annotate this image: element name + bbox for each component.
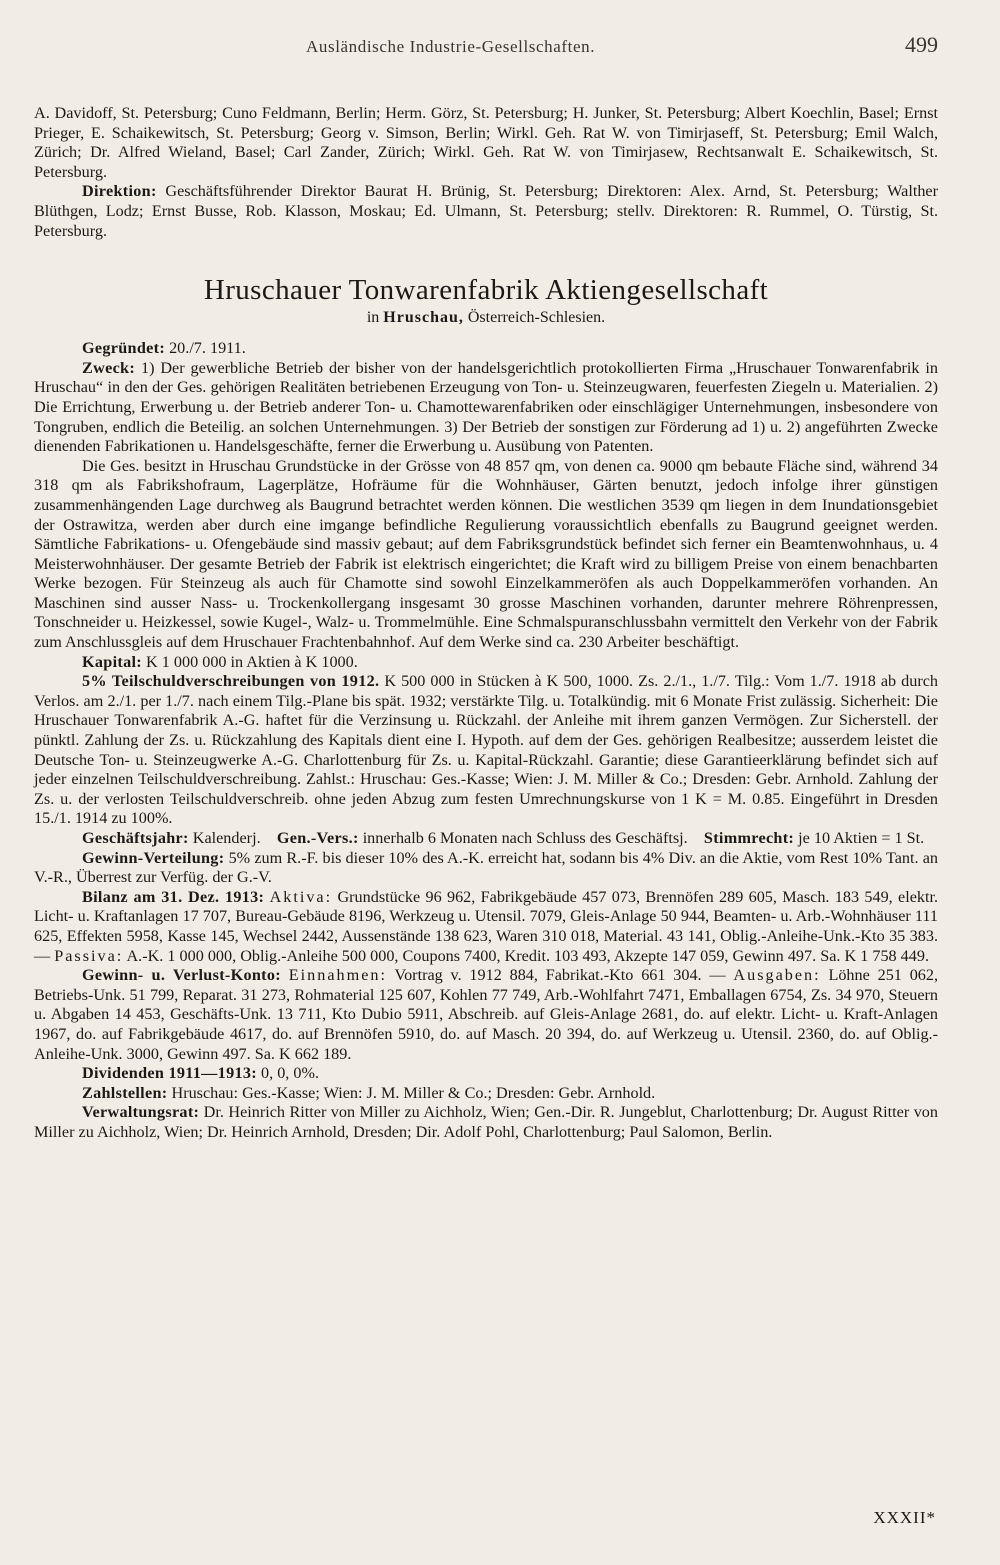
- previous-entry-direktion: Direktion: Geschäftsführender Direktor Baurat H. Brünig, St. Petersburg; Direktoren: Alex. Arnd, St. Petersburg; Walther Blüthgen, Lodz; Ernst Busse, Rob. Klasson, Moskau; Ed. Ulmann, St. Petersburg; stellv. Direktoren: R. Rummel, O. Türstig, St. Petersburg.: [34, 182, 938, 240]
- page-number: 499: [905, 32, 938, 57]
- section-gegruendet: Gegründet: 20./7. 1911.: [82, 339, 246, 358]
- running-head: [34, 32, 938, 66]
- section-geschaeftsjahr: Geschäftsjahr: Kalenderj. Gen.-Vers.: innerhalb 6 Monaten nach Schluss des Geschäftsj. Stimmrecht: je 10 Aktien = 1 St.: [82, 829, 925, 847]
- section-gewinnverteilung: Gewinn-Verteilung: 5% zum R.-F. bis dieser 10% des A.-K. erreicht hat, sodann bis 4% Div. an die Aktie, vom Rest 10% Tant. an V.-R., Überrest zur Verfüg. der G.-V.: [34, 848, 939, 887]
- section-description: Die Ges. besitzt in Hruschau Grundstücke in der Grösse von 48 857 qm, von denen ca. 9000 qm bebaute Fläche sind, während 34 318 qm als Fabrikshofraum, Lagerplätze, Hofräume für die Wohnhäuser, Gärten benutzt, jedoch infolge ihrer günstigen zusammenhängenden Lage durchweg als Baugrund betrachtet werden können. Die westlichen 3539 qm liegen in dem Inundationsgebiet der Ostrawitza, werden aber durch eine imgange befindliche Regulierung voraussichtlich ebenfalls zu Baugrund geeignet werden. Sämtliche Fabrikations- u. Ofengebäude sind massiv gebaut; auf dem Fabriksgrundstück befindet sich ferner ein Beamtenwohnhaus, u. 4 Meisterwohnhäuser. Der gesamte Betrieb der Fabrik ist elektrisch eingerichtet; die Kraft wird zu billigem Preise von einem benachbarten Werke bezogen. Für Steinzeug als auch für Chamotte sind sowohl Einzelkammeröfen als auch Doppelkammeröfen vorhanden. An Maschinen sind ausser Nass- u. Trockenkollergang insgesamt 30 grosse Maschinen vorhanden, darunter mehrere Röhrenpressen, Tonschneider u. Heizkessel, sowie Kugel-, Walz- u. Trommelmühle. Eine Schmalspuranschlussbahn vermittelt den Verkehr von der Fabrik zum Anschlussgleis auf dem Hruschauer Frachtenbahnhof. Auf dem Werke sind ca. 230 Arbeiter beschäftigt.: [34, 456, 938, 652]
- previous-entry-board: A. Davidoff, St. Petersburg; Cuno Feldmann, Berlin; Herm. Görz, St. Petersburg; H. Junker, St. Petersburg; Albert Koechlin, Basel; Ernst Prieger, E. Schaikewitsch, St. Petersburg; Georg v. Simson, Berlin; Wirkl. Geh. Rat W. von Timirjaseff, St. Petersburg; Emil Walch, Zürich; Dr. Alfred Wieland, Basel; Carl Zander, Zürich; Wirkl. Geh. Rat W. von Timirjasew, Rechtsanwalt E. Schaikewitsch, St. Petersburg.: [34, 104, 938, 181]
- section-kapital: Kapital: K 1 000 000 in Aktien à K 1000.: [82, 652, 358, 671]
- section-gewinn-verlust: Gewinn- u. Verlust-Konto: Einnahmen: Vortrag v. 1912 884, Fabrikat.-Kto 661 304. — Ausgaben: Löhne 251 062, Betriebs-Unk. 51 799, Reparat. 31 273, Rohmaterial 125 607, Kohlen 77 749, Arb.-Wohlfahrt 7471, Emballagen 6754, Zs. 34 970, Steuern u. Abgaben 14 453, Geschäfts-Unk. 13 711, Kto Dubio 5911, Abschreib. auf Gleis-Anlage 2681, do. auf elektr. Licht- u. Kraft-Anlagen 1967, do. auf Fabrikgebäude 4617, do. auf Brennöfen 5910, do. auf Masch. 20 394, do. auf Werkzeug u. Utensil. 2360, do. auf Oblig.-Anleihe-Unk. 3000, Gewinn 497. Sa. K 662 189.: [34, 966, 939, 1063]
- direktion-label: Direktion:: [82, 182, 157, 201]
- signature-mark: XXXII*: [873, 1508, 936, 1527]
- section-zweck: Zweck: 1) Der gewerbliche Betrieb der bisher von der handelsgerichtlich protokollierten Firma „Hruschauer Tonwarenfabrik in Hruschau“ in den der Ges. gehörigen Realitäten betriebenen Erzeugung von Ton- u. Steinzeugwaren, feuerfesten Ziegeln u. Materialien. 2) Die Errichtung, Erwerbung u. der Betrieb anderer Ton- u. Chamottewarenfabriken oder einschlägiger Unternehmungen, insbesondere von Tongruben, endlich die Beteilig. an solchen Unternehmungen. 3) Der Betrieb der sonstigen zur Förderung ad 1) u. 2) angeführten Zwecke dienenden Fabrikationen u. Handelsgeschäfte, ferner die Erwerbung u. Ausübung von Patenten.: [34, 358, 939, 456]
- company-title: Hruschauer Tonwarenfabrik Aktiengesellschaft: [203, 274, 769, 307]
- company-location: in Hruschau, Österreich-Schlesien.: [366, 309, 606, 327]
- running-title: Ausländische Industrie-Gesellschaften.: [306, 37, 596, 56]
- section-verwaltungsrat: Verwaltungsrat: Dr. Heinrich Ritter von Miller zu Aichholz, Wien; Gen.-Dir. R. Jungeblut, Charlottenburg; Dr. August Ritter von Miller zu Aichholz, Wien; Dr. Heinrich Arnhold, Dresden; Dir. Adolf Pohl, Charlottenburg; Paul Salomon, Berlin.: [34, 1103, 938, 1141]
- section-bilanz: Bilanz am 31. Dez. 1913: Aktiva: Grundstücke 96 962, Fabrikgebäude 457 073, Brennöfen 289 605, Masch. 183 549, elektr. Licht- u. Kraftanlagen 17 707, Bureau-Gebäude 8196, Werkzeug u. Utensil. 7079, Gleis-Anlage 50 944, Beamten- u. Arb.-Wohnhäuser 111 625, Effekten 5958, Kasse 145, Wechsel 2442, Aussenstände 138 623, Waren 310 018, Material. 43 141, Oblig.-Anleihe-Unk.-Kto 35 383. — Passiva: A.-K. 1 000 000, Oblig.-Anleihe 500 000, Coupons 7400, Kredit. 103 493, Akzepte 147 059, Gewinn 497. Sa. K 1 758 449.: [34, 887, 939, 965]
- section-anleihe: 5% Teilschuldverschreibungen von 1912. K 500 000 in Stücken à K 500, 1000. Zs. 2./1., 1./7. Tilg.: Vom 1./7. 1918 ab durch Verlos. am 2./1. per 1./7. nach einem Tilg.-Plane bis spät. 1932; verstärkte Tilg. u. Totalkündig. mit 6 Monate Frist zulässig. Sicherheit: Die Hruschauer Tonwarenfabrik A.-G. haftet für die Verzinsung u. Rückzahl. der Anleihe mit ihrem ganzen Vermögen. Zur Sicherstell. der pünktl. Zahlung der Zs. u. Rückzahlung des Kapitals dient eine I. Hypoth. auf dem der Ges. gehörigen Realbesitze; ausserdem leistet die Deutsche Ton- u. Steinzeugwerke A.-G. Charlottenburg für Zs. u. Kapital-Rückzahl. Garantie; diese Garantieerklärung befindet sich auf jeder einzelnen Teilschuldverschreibung. Zahlst.: Hruschau: Ges.-Kasse; Wien: J. M. Miller & Co.; Dresden: Gebr. Arnhold. Zahlung der Zs. u. der verlosten Teilschuldverschreib. ohne jeden Abzug zum festen Umrechnungskurse von 1 K = M. 0.85. Eingeführt in Dresden 15./1. 1914 zu 100%.: [34, 672, 938, 828]
- section-zahlstellen: Zahlstellen: Hruschau: Ges.-Kasse; Wien: J. M. Miller & Co.; Dresden: Gebr. Arnhold.: [82, 1083, 656, 1102]
- section-dividenden: Dividenden 1911—1913: 0, 0, 0%.: [82, 1064, 319, 1083]
